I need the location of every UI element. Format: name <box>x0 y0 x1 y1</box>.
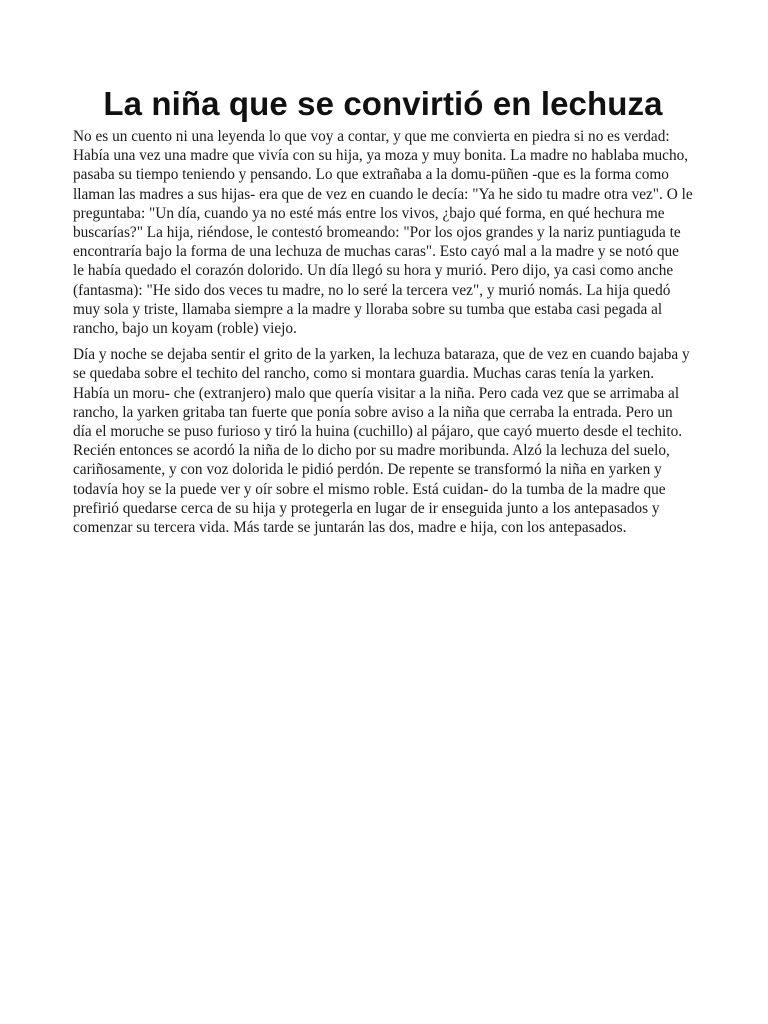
paragraph-1: No es un cuento ni una leyenda lo que voy a contar, y que me convierta en piedra si no es verdad: Había una vez una madre que vivía con su hija, ya moza y muy bonita. La madre no hablaba mucho, pasaba su tiempo teniendo y pensando. Lo que extrañaba a la domu-püñen -que es la forma como llaman las madres a sus hijas- era que de vez en cuando le decía: "Ya he sido tu madre otra vez". O le preguntaba: "Un día, cuando ya no esté más entre los vivos, ¿bajo qué forma, en qué hechura me buscarías?" La hija, riéndose, le contestó bromeando: "Por los ojos grandes y la nariz puntiaguda te encontraría bajo la forma de una lechuza de muchas caras". Esto cayó mal a la madre y se notó que le había quedado el corazón dolorido. Un día llegó su hora y murió. Pero dijo, ya casi como anche (fantasma): "He sido dos veces tu madre, no lo seré la tercera vez", y murió nomás. La hija quedó muy sola y triste, llamaba siempre a la madre y lloraba sobre su tumba que estaba casi pegada al rancho, bajo un koyam (roble) viejo. <box>73 128 693 338</box>
document-page <box>73 84 693 544</box>
document-title: La niña que se convirtió en lechuza <box>103 85 663 122</box>
paragraph-2: Día y noche se dejaba sentir el grito de la yarken, la lechuza bataraza, que de vez en cuando bajaba y se quedaba sobre el techito del rancho, como si montara guardia. Muchas caras tenía la yarken. Había un moru- che (extranjero) malo que quería visitar a la niña. Pero cada vez que se arrimaba al rancho, la yarken gritaba tan fuerte que ponía sobre aviso a la niña que cerraba la entrada. Pero un día el moruche se puso furioso y tiró la huina (cuchillo) al pájaro, que cayó muerto desde el techito. Recién entonces se acordó la niña de lo dicho por su madre moribunda. Alzó la lechuza del suelo, cariñosamente, y con voz dolorida le pidió perdón. De repente se transformó la niña en yarken y todavía hoy se la puede ver y oír sobre el mismo roble. Está cuidan- do la tumba de la madre que prefirió quedarse cerca de su hija y protegerla en lugar de ir enseguida junto a los antepasados y comenzar su tercera vida. Más tarde se juntarán las dos, madre e hija, con los antepasados. <box>73 346 690 537</box>
